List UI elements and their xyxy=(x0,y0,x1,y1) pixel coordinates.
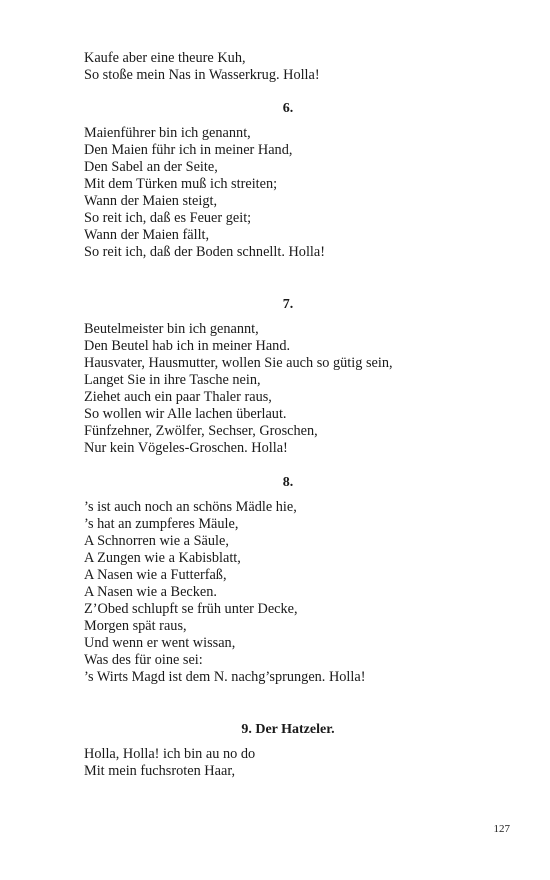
verse-line: ’s hat an zumpferes Mäule, xyxy=(84,516,239,532)
page-text xyxy=(84,50,484,780)
verse-line: Den Sabel an der Seite, xyxy=(84,159,218,175)
verse-line: Ziehet auch ein paar Thaler raus, xyxy=(84,389,272,405)
verse-line: Beutelmeister bin ich genannt, xyxy=(84,321,259,337)
section-heading-7: 7. xyxy=(282,297,294,312)
verse-line: Was des für oine sei: xyxy=(84,652,203,668)
verse-line: A Zungen wie a Kabisblatt, xyxy=(84,550,241,566)
verse-line: Mit mein fuchsroten Haar, xyxy=(84,763,236,779)
verse-line: Den Beutel hab ich in meiner Hand. xyxy=(84,338,291,354)
verse-line: So stoße mein Nas in Wasserkrug. Holla! xyxy=(84,67,320,83)
verse-line: Kaufe aber eine theure Kuh, xyxy=(84,50,246,66)
verse-line: A Schnorren wie a Säule, xyxy=(84,533,229,549)
verse-line: So wollen wir Alle lachen überlaut. xyxy=(84,406,287,422)
verse-line: Morgen spät raus, xyxy=(84,618,187,634)
stanza-7 xyxy=(84,321,484,457)
verse-line: A Nasen wie a Becken. xyxy=(84,584,217,600)
verse-line: Und wenn er went wissan, xyxy=(84,635,236,651)
verse-line: So reit ich, daß es Feuer geit; xyxy=(84,210,252,226)
stanza-9 xyxy=(84,746,484,780)
verse-line: Hausvater, Hausmutter, wollen Sie auch so gütig sein, xyxy=(84,355,393,371)
verse-line: Mit dem Türken muß ich streiten; xyxy=(84,176,278,192)
verse-line: Nur kein Vögeles-Groschen. Holla! xyxy=(84,440,288,456)
section-heading-6: 6. xyxy=(282,101,294,116)
section-heading-9: 9. Der Hatzeler. xyxy=(241,722,335,737)
verse-line: ’s Wirts Magd ist dem N. nachg’sprungen. Holla! xyxy=(84,669,366,685)
verse-line: A Nasen wie a Futterfaß, xyxy=(84,567,227,583)
verse-line: Den Maien führ ich in meiner Hand, xyxy=(84,142,293,158)
verse-line: Z’Obed schlupft se früh unter Decke, xyxy=(84,601,298,617)
verse-line: Langet Sie in ihre Tasche nein, xyxy=(84,372,261,388)
stanza-8 xyxy=(84,499,484,686)
verse-line: Holla, Holla! ich bin au no do xyxy=(84,746,256,762)
verse-line: Wann der Maien fällt, xyxy=(84,227,210,243)
page-number: 127 xyxy=(493,823,510,835)
section-heading-8: 8. xyxy=(282,475,294,490)
verse-line: ’s ist auch noch an schöns Mädle hie, xyxy=(84,499,297,515)
verse-line: Fünfzehner, Zwölfer, Sechser, Groschen, xyxy=(84,423,318,439)
verse-line: So reit ich, daß der Boden schnellt. Holla! xyxy=(84,244,326,260)
verse-line: Maienführer bin ich genannt, xyxy=(84,125,251,141)
intro-stanza xyxy=(84,50,484,84)
stanza-6 xyxy=(84,125,484,261)
verse-line: Wann der Maien steigt, xyxy=(84,193,218,209)
